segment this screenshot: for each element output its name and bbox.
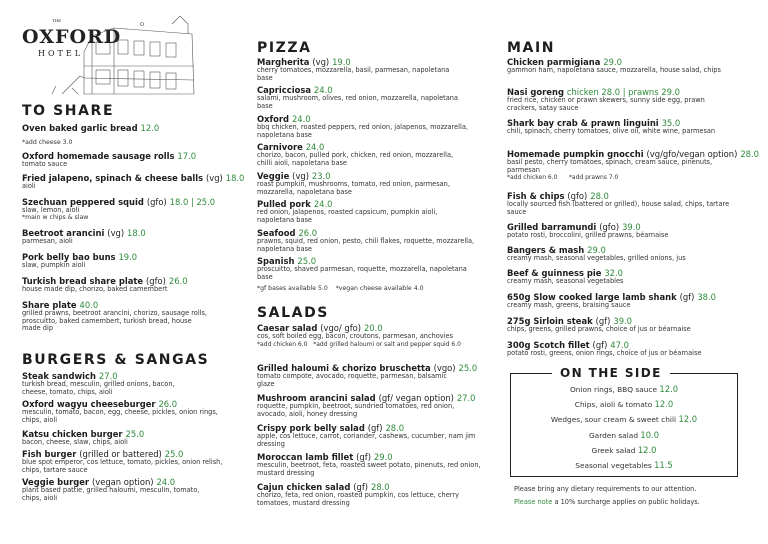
item-name: Katsu chicken burger (22, 429, 123, 439)
menu-note (257, 285, 492, 293)
menu-item (257, 482, 492, 507)
menu-item (257, 256, 492, 281)
item-price: 27.0 (98, 371, 118, 381)
item-name: Mushroom arancini salad (257, 393, 376, 403)
item-tag: (gfo) (567, 191, 588, 201)
item-name: Szechuan peppered squid (22, 197, 144, 207)
side-item (510, 399, 738, 409)
item-name: Seafood (257, 228, 296, 238)
menu-item (257, 57, 492, 82)
item-price: 28.0 (385, 423, 405, 433)
item-name: Share plate (22, 300, 77, 310)
item-price: 18.0 (127, 228, 146, 238)
item-price: 24.0 (156, 477, 176, 487)
menu-item (22, 252, 237, 270)
menu-item (507, 245, 747, 263)
menu-item (257, 142, 492, 167)
menu-item (22, 399, 237, 424)
item-price: 24.0 (305, 142, 325, 152)
main-heading: MAIN (507, 40, 556, 56)
item-description: plant based pattie, grilled haloumi, mesculin, tomato, chips, aioli (22, 486, 200, 502)
item-name: Steak sandwich (22, 371, 96, 381)
side-item-name: Greek salad (591, 446, 636, 455)
item-description: creamy mash, greens, braising sauce (507, 301, 631, 309)
item-price: 25.0 (164, 449, 184, 459)
side-item-price: 12.0 (654, 399, 674, 409)
side-item-price: 12.0 (659, 384, 679, 394)
item-description: tomato compote, avocado, roquette, parmesan, balsamic glaze (257, 372, 447, 388)
salads-heading: SALADS (257, 305, 329, 321)
logo-the: THE (52, 18, 62, 23)
item-price: 24.0 (313, 85, 333, 95)
side-item (510, 430, 738, 440)
item-price: 24.0 (291, 114, 311, 124)
menu-item (257, 452, 492, 477)
side-item (510, 414, 738, 424)
item-tag: (gfo) (146, 197, 167, 207)
side-item-price: 11.5 (654, 460, 673, 470)
menu-item (22, 151, 237, 169)
menu-item (507, 57, 747, 75)
item-price: 24.0 (313, 199, 333, 209)
item-price: 19.0 (118, 252, 138, 262)
item-description: mesculin, tomato, bacon, egg, cheese, pickles, onion rings, chips, aioli (22, 408, 218, 424)
logo-hotel: HOTEL (38, 49, 84, 58)
item-description: chips, greens, grilled prawns, choice of jus or béarnaise (507, 325, 691, 333)
item-description: potato rosti, broccolini, grilled prawns, béarnaise (507, 231, 669, 239)
item-name: 275g Sirloin steak (507, 316, 593, 326)
menu-item (257, 199, 492, 224)
item-price: 26.0 (298, 228, 318, 238)
item-name: Moroccan lamb fillet (257, 452, 354, 462)
menu-item (22, 300, 237, 333)
item-name: Grilled barramundi (507, 222, 597, 232)
item-price: 19.0 (332, 57, 351, 67)
item-description: house made dip, chorizo, baked camembert (22, 285, 168, 293)
item-name: Caesar salad (257, 323, 318, 333)
menu-item (257, 228, 492, 253)
oxford-hotel-logo (22, 16, 197, 96)
item-name: Crispy pork belly salad (257, 423, 365, 433)
menu-item (507, 87, 747, 112)
menu-item (22, 173, 245, 191)
side-item-name: Chips, aioli & tomato (574, 400, 653, 409)
item-description: red onion, jalapenos, roasted capsicum, pumpkin aioli, napoletana base (257, 208, 438, 224)
item-price: 28.0 (370, 482, 390, 492)
item-tag: (vg) (292, 171, 309, 181)
item-price: 18.0 (225, 173, 245, 183)
item-description: parmesan, aioli (22, 237, 73, 245)
item-tag: (gf) (353, 482, 369, 492)
item-price: 29.0 (587, 245, 606, 255)
item-description: proscuitto, shaved parmesan, roquette, mozzarella, napoletana base (257, 265, 467, 281)
item-price: 26.0 (168, 276, 188, 286)
item-name: Beef & guinness pie (507, 268, 602, 278)
side-item-name: Onion rings, BBQ sauce (569, 385, 658, 394)
item-description: mesculin, beetroot, feta, roasted sweet potato, pinenuts, red onion, mustard dressing (257, 461, 481, 477)
item-name: Chicken parmigiana (507, 57, 601, 67)
menu-item (507, 118, 747, 136)
item-price: 28.0 (590, 191, 609, 201)
item-tag: (gf) (356, 452, 371, 462)
item-description: slaw, lemon, aioli (22, 206, 80, 214)
side-item (510, 460, 738, 470)
item-note: *add cheese 3.0 (22, 139, 73, 146)
item-description: chili, spinach, cherry tomatoes, olive oil, white wine, parmesan (507, 127, 716, 135)
item-name: 300g Scotch fillet (507, 340, 590, 350)
item-name: Fish burger (22, 449, 77, 459)
item-price: 35.0 (661, 118, 681, 128)
item-name: 650g Slow cooked large lamb shank (507, 292, 677, 302)
item-tag: (grilled or battered) (79, 449, 162, 459)
item-name: Shark bay crab & prawn linguini (507, 118, 659, 128)
item-note: *add chicken 6.0 *add grilled haloumi or salt and pepper squid 6.0 (257, 340, 461, 348)
item-tag: (gf) (595, 316, 611, 326)
menu-item (507, 149, 759, 182)
item-tag: (vgo) (433, 363, 456, 373)
item-price: 25.0 (458, 363, 478, 373)
item-tag: (vgo/ gfo) (320, 323, 362, 333)
item-description: chorizo, bacon, pulled pork, chicken, red onion, mozzarella, chilli aioli, napoletana base (257, 151, 454, 167)
item-price: 20.0 (363, 323, 383, 333)
menu-item (257, 85, 492, 110)
item-description: cos, soft boiled egg, bacon, croutons, parmesan, anchovies (257, 332, 454, 340)
item-description: roquette, pumpkin, beetroot, sundried tomatoes, red onion, avocado, aioli, honey dressing (257, 402, 455, 418)
item-name: Capricciosa (257, 85, 311, 95)
menu-item (257, 323, 492, 349)
item-price: 40.0 (79, 300, 99, 310)
item-description: bbq chicken, roasted peppers, red onion, jalapenos, mozzarella, napoletana base (257, 123, 468, 139)
item-name: Nasi goreng (507, 87, 564, 97)
item-description: grilled prawns, beetroot arancini, chorizo, sausage rolls, proscuitto, baked camembert, turkish bread, house made dip (22, 309, 208, 333)
item-name: Oxford wagyu cheeseburger (22, 399, 156, 409)
side-item (510, 384, 738, 394)
item-name: Carnivore (257, 142, 303, 152)
item-description: turkish bread, mesculin, grilled onions, bacon, cheese, tomato, chips, aioli (22, 380, 175, 396)
logo-oxford: OXFORD (22, 26, 122, 48)
item-name: Beetroot arancini (22, 228, 105, 238)
item-description: apple, cos lettuce, carrot, coriander, cashews, cucumber, nam jim dressing (257, 432, 476, 448)
item-price: 18.0 | 25.0 (169, 197, 216, 207)
side-item (510, 445, 738, 455)
dietary-notice: Please bring any dietary requirements to our attention. (514, 485, 697, 493)
menu-item (22, 276, 237, 294)
item-price: 39.0 (622, 222, 641, 232)
item-price: 47.0 (610, 340, 629, 350)
surcharge-notice (514, 498, 700, 506)
item-tag: (vg/gfo/vegan option) (646, 149, 738, 159)
menu-item (22, 123, 237, 133)
item-price: 12.0 (140, 123, 160, 133)
menu-item (22, 477, 237, 502)
item-tag: (vegan option) (91, 477, 154, 487)
item-description: blue spot emperor, cos lettuce, tomato, pickles, onion relish, chips, tartare sauce (22, 458, 223, 474)
item-price: 17.0 (177, 151, 197, 161)
item-price: 38.0 (697, 292, 716, 302)
menu-item (507, 222, 747, 240)
item-description: roast pumpkin, mushrooms, tomato, red onion, parmesan, mozzarella, napoletana base (257, 180, 450, 196)
item-name: Margherita (257, 57, 310, 67)
item-price: 25.0 (297, 256, 317, 266)
menu-item (507, 316, 747, 334)
item-description: creamy mash, seasonal vegetables, grilled onions, jus (507, 254, 686, 262)
item-price: 27.0 (456, 393, 476, 403)
item-tag: (gf) (679, 292, 695, 302)
menu-item (507, 340, 747, 358)
menu-item (22, 449, 237, 474)
menu-item (257, 423, 492, 448)
item-description: salami, mushroom, olives, red onion, mozzarella, napoletana base (257, 94, 459, 110)
menu-item (507, 268, 747, 286)
menu-item (507, 191, 747, 216)
to-share-heading: TO SHARE (22, 103, 115, 119)
item-name: Oxford (257, 114, 290, 124)
item-tag: (vg) (206, 173, 223, 183)
item-description: cherry tomatoes, mozzarella, basil, parmesan, napoletana base (257, 66, 450, 82)
side-item-name: Wedges, sour cream & sweet chili (550, 415, 677, 424)
menu-item (22, 371, 237, 396)
item-price: 39.0 (613, 316, 633, 326)
item-tag: (gfo) (146, 276, 166, 286)
menu-item (257, 114, 492, 139)
surcharge-notice-text: a 10% surcharge applies on public holidays. (552, 498, 700, 506)
item-description: potato rosti, greens, onion rings, choice of jus or béarnaise (507, 349, 702, 357)
menu-item (507, 292, 747, 310)
menu-item (22, 228, 237, 246)
item-name: Fish & chips (507, 191, 565, 201)
item-description: gammon ham, napoletana sauce, mozzarella, house salad, chips (507, 66, 721, 74)
surcharge-notice-label: Please note (514, 498, 553, 506)
menu-note (22, 139, 237, 147)
item-name: Bangers & mash (507, 245, 585, 255)
item-name: Pork belly bao buns (22, 252, 116, 262)
item-name: Fried jalapeno, spinach & cheese balls (22, 173, 204, 183)
item-tag: (gf/ vegan option) (378, 393, 454, 403)
menu-item (257, 171, 492, 196)
side-item-name: Garden salad (588, 431, 639, 440)
side-item-price: 12.0 (678, 414, 698, 424)
item-note: *main w chips & slaw (22, 213, 89, 221)
item-name: Spanish (257, 256, 295, 266)
pizza-heading: PIZZA (257, 40, 312, 56)
item-price: 28.0 (740, 149, 759, 159)
item-tag: (vg) (312, 57, 330, 67)
item-description: creamy mash, seasonal vegetables (507, 277, 624, 285)
item-price: chicken 28.0 | prawns 29.0 (566, 87, 680, 97)
item-price: 29.0 (373, 452, 393, 462)
item-tag: (gf) (367, 423, 383, 433)
side-item-name: Seasonal vegetables (575, 461, 652, 470)
item-description: prawns, squid, red onion, pesto, chili flakes, roquette, mozzarella, napoletana base (257, 237, 475, 253)
on-the-side-heading: ON THE SIDE (552, 366, 670, 380)
burgers-heading: BURGERS & SANGAS (22, 352, 210, 368)
item-price: 25.0 (125, 429, 145, 439)
item-description: bacon, cheese, slaw, chips, aioli (22, 438, 128, 446)
item-description: chorizo, feta, red onion, roasted pumpkin, cos lettuce, cherry tomatoes, mustard dressing (257, 491, 459, 507)
item-price: 32.0 (604, 268, 623, 278)
menu-item (22, 429, 237, 447)
item-name: Cajun chicken salad (257, 482, 351, 492)
item-name: Oven baked garlic bread (22, 123, 138, 133)
item-name: Grilled haloumi & chorizo bruschetta (257, 363, 431, 373)
menu-item (22, 197, 237, 221)
item-price: 26.0 (158, 399, 178, 409)
item-name: Oxford homemade sausage rolls (22, 151, 175, 161)
item-tag: (vg) (107, 228, 125, 238)
item-price: 23.0 (311, 171, 331, 181)
item-name: Turkish bread share plate (22, 276, 144, 286)
item-description: locally sourced fish (battered or grilled), house salad, chips, tartare sauce (507, 200, 730, 216)
item-description: slaw, pumpkin aioli (22, 261, 86, 269)
item-name: Pulled pork (257, 199, 311, 209)
item-name: Veggie (257, 171, 290, 181)
item-description: basil pesto, cherry tomatoes, spinach, cream sauce, pinenuts, parmesan (507, 158, 713, 174)
side-item-price: 12.0 (637, 445, 657, 455)
pizza-note: *gf bases available 5.0 *vegan cheese available 4.0 (257, 285, 424, 292)
side-item-price: 10.0 (640, 430, 660, 440)
menu-item (257, 363, 492, 388)
item-description: aioli (22, 182, 36, 190)
menu-item (257, 393, 492, 418)
item-description: tomato sauce (22, 160, 68, 168)
item-tag: (gf) (592, 340, 608, 350)
item-price: 29.0 (603, 57, 622, 67)
item-note: *add chicken 6.0 *add prawns 7.0 (507, 174, 619, 182)
item-tag: (gfo) (599, 222, 620, 232)
item-description: fried rice, chicken or prawn skewers, sunny side egg, prawn crackers, satay sauce (507, 96, 705, 112)
item-name: Homemade pumpkin gnocchi (507, 149, 644, 159)
item-name: Veggie burger (22, 477, 90, 487)
